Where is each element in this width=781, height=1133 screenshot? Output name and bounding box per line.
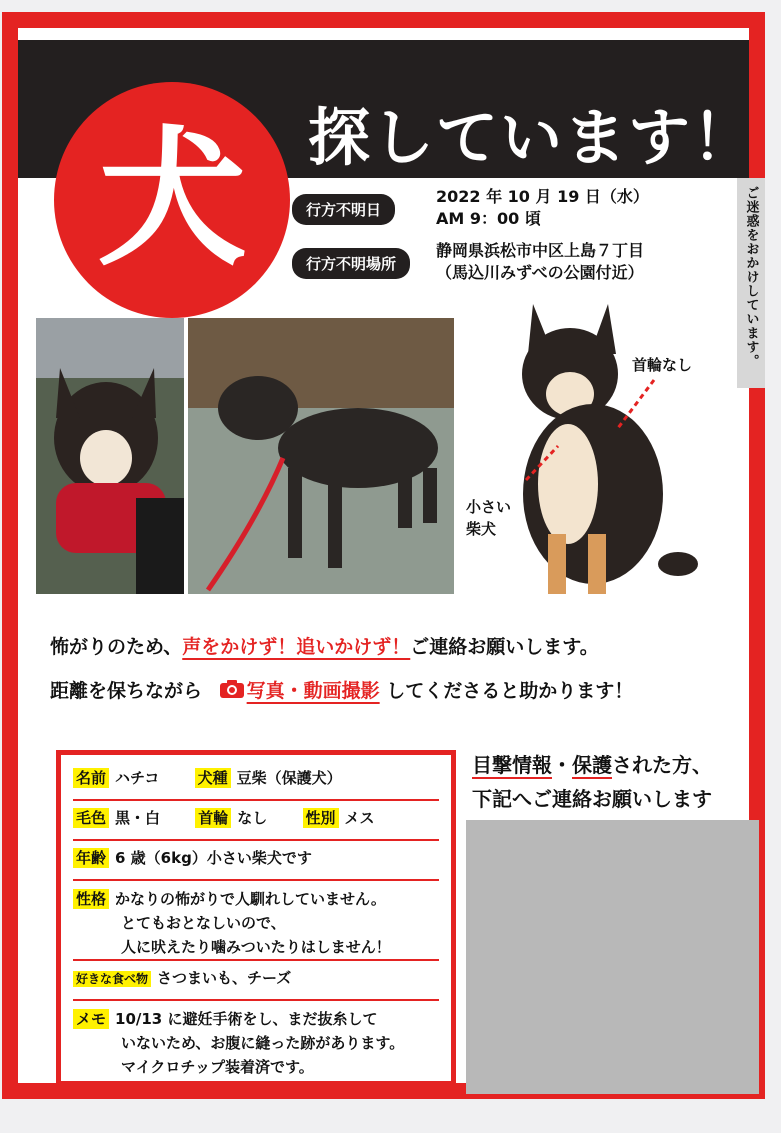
- no-collar-label: 首輪なし: [632, 356, 693, 374]
- message-line1: [50, 632, 599, 659]
- message-line2-post: してくださると助かります！: [386, 680, 634, 702]
- dog-profile-box: [56, 750, 456, 1086]
- contact-text: [472, 748, 712, 816]
- poster-frame: [2, 12, 765, 1099]
- missing-date-label: 行方不明日: [292, 194, 395, 225]
- color-tag: 毛色: [73, 808, 109, 828]
- row-memo: [73, 1007, 439, 1079]
- contact-line1: [472, 748, 712, 782]
- row-age: [73, 847, 439, 881]
- breed-value: 豆柴（保護犬）: [236, 769, 342, 787]
- nature-line1: かなりの怖がりで人馴れしていません。: [115, 890, 386, 908]
- nature-line3: 人に吠えたり噛みついたりはしません！: [121, 938, 391, 956]
- contact-rescue: 保護: [572, 753, 612, 777]
- memo-line2: いないため、お腹に縫った跡があります。: [121, 1034, 405, 1052]
- memo-line1: 10/13 に避妊手術をし、まだ抜糸して: [115, 1010, 378, 1028]
- collar-value: なし: [237, 809, 268, 827]
- missing-place-label: 行方不明場所: [292, 248, 410, 279]
- row-nature: [73, 887, 439, 961]
- contact-line2: 下記へご連絡お願いします: [472, 787, 712, 811]
- row-food: [73, 967, 439, 1001]
- message-line2-pre: 距離を保ちながら: [50, 680, 203, 702]
- shiba-label: 柴犬: [466, 520, 497, 538]
- poster-title: 探しています！: [308, 101, 757, 174]
- color-value: 黒・白: [115, 809, 161, 827]
- message-line2: [50, 676, 633, 704]
- contact-redacted-box: [466, 820, 759, 1094]
- missing-place-line2: （馬込川みずべの公園付近）: [436, 263, 644, 282]
- age-value: 6 歳（6kg）小さい柴犬です: [115, 849, 312, 867]
- missing-place-line1: 静岡県浜松市中区上島７丁目: [436, 241, 645, 260]
- contact-dot: ・: [552, 753, 572, 777]
- food-tag: 好きな食べ物: [73, 971, 151, 987]
- camera-icon: [219, 679, 245, 704]
- food-value: さつまいも、チーズ: [157, 969, 292, 987]
- row-color-collar-sex: [73, 807, 439, 841]
- small-label: 小さい: [466, 498, 512, 516]
- dog-badge-text: 犬: [96, 113, 247, 287]
- message-line1-emphasis: 声をかけず！追いかけず！: [182, 636, 411, 658]
- sex-value: メス: [344, 809, 375, 827]
- nature-tag: 性格: [73, 889, 109, 909]
- message-line1-post: ご連絡お願いします。: [410, 636, 599, 658]
- contact-rest: された方、: [612, 753, 712, 777]
- memo-line3: マイクロチップ装着済です。: [121, 1058, 314, 1076]
- memo-tag: メモ: [73, 1009, 109, 1029]
- breed-tag: 犬種: [195, 768, 231, 788]
- missing-date-line1: 2022 年 10 月 19 日（水）: [436, 187, 649, 206]
- apology-note: ご迷惑をおかけしています。: [737, 178, 765, 388]
- message-line1-pre: 怖がりのため、: [50, 636, 183, 658]
- sex-tag: 性別: [303, 808, 339, 828]
- missing-date-line2: AM 9：00 頃: [436, 209, 541, 228]
- message-line2-emphasis: 写真・動画撮影: [246, 680, 380, 702]
- nature-line2: とてもおとなしいので、: [121, 914, 286, 932]
- contact-sighting: 目撃情報: [472, 753, 552, 777]
- collar-tag: 首輪: [195, 808, 231, 828]
- name-value: ハチコ: [115, 769, 160, 787]
- age-tag: 年齢: [73, 848, 109, 868]
- name-tag: 名前: [73, 768, 109, 788]
- row-name-breed: [73, 767, 439, 801]
